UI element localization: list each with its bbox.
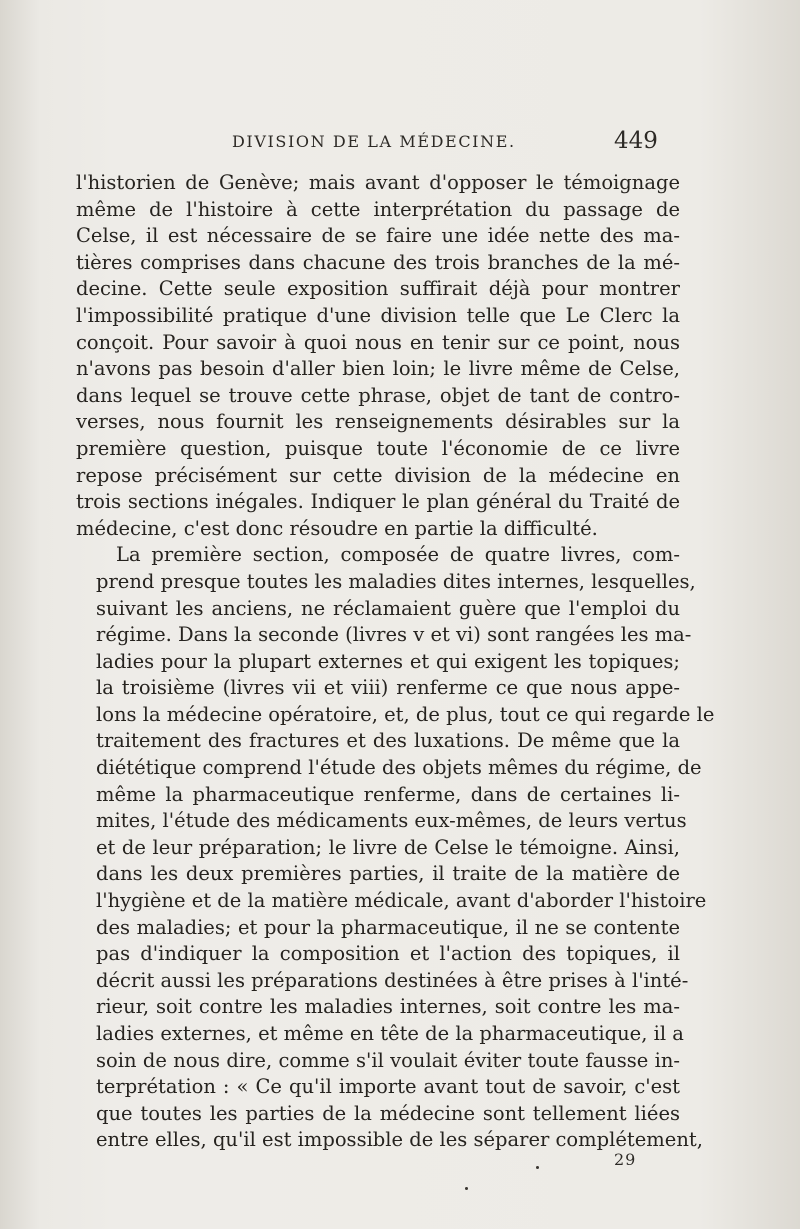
text-line: verses, nous fournit les renseignements désirables sur la	[76, 410, 680, 434]
text-line: l'historien de Genève; mais avant d'opposer le témoignage	[76, 171, 680, 194]
text-line: La première section, composée de quatre livres, com-	[116, 543, 680, 567]
text-line: prend presque toutes les maladies dites internes, lesquelles,	[96, 569, 696, 593]
text-line: même de l'histoire à cette interprétation du passage de	[76, 197, 680, 221]
text-line: n'avons pas besoin d'aller bien loin; le livre même de Celse,	[76, 357, 680, 381]
body-text	[76, 170, 715, 1154]
text-line: terprétation : « Ce qu'il importe avant tout de savoir, c'est	[96, 1075, 680, 1099]
text-line: première question, puisque toute l'économie de ce livre	[76, 436, 680, 460]
paragraph-2	[76, 542, 715, 1154]
signature-mark: 29	[614, 1150, 637, 1169]
text-line: que toutes les parties de la médecine sont tellement liées	[96, 1101, 680, 1125]
text-line: ladies externes, et même en tête de la pharmaceutique, il a	[96, 1022, 684, 1045]
text-line: régime. Dans la seconde (livres v et vi) sont rangées les ma-	[96, 623, 692, 647]
text-line: l'hygiène et de la matière médicale, avant d'aborder l'histoire	[96, 889, 707, 913]
text-line: décrit aussi les préparations destinées à être prises à l'inté-	[96, 968, 689, 992]
text-line: tières comprises dans chacune des trois branches de la mé-	[76, 250, 680, 274]
text-line: conçoit. Pour savoir à quoi nous en tenir sur ce point, nous	[76, 330, 680, 354]
text-line: pas d'indiquer la composition et l'action des topiques, il	[96, 942, 680, 966]
text-line: la troisième (livres vii et viii) renferme ce que nous appe-	[96, 676, 680, 700]
text-line: decine. Cette seule exposition suffirait déjà pour montrer	[76, 277, 680, 301]
text-line: Celse, il est nécessaire de se faire une idée nette des ma-	[76, 224, 680, 248]
ink-speck	[536, 1166, 539, 1169]
text-line: repose précisément sur cette division de la médecine en	[76, 463, 680, 487]
paragraph-1	[76, 170, 680, 542]
text-line: trois sections inégales. Indiquer le plan général du Traité de	[76, 490, 680, 514]
text-line: diététique comprend l'étude des objets mêmes du régime, de	[96, 756, 702, 780]
running-title: DIVISION DE LA MÉDECINE.	[232, 132, 516, 151]
page-number: 449	[614, 128, 658, 154]
text-line: des maladies; et pour la pharmaceutique, il ne se contente	[96, 915, 680, 939]
page-header	[0, 128, 800, 164]
text-line: dans lequel se trouve cette phrase, objet de tant de contro-	[76, 383, 680, 407]
text-line: mites, l'étude des médicaments eux-mêmes, de leurs vertus	[96, 809, 687, 833]
text-line: suivant les anciens, ne réclamaient guère que l'emploi du	[96, 596, 680, 620]
text-line: et de leur préparation; le livre de Celse le témoigne. Ainsi,	[96, 835, 680, 859]
text-line: entre elles, qu'il est impossible de les séparer complétement,	[96, 1128, 703, 1152]
ink-speck	[465, 1187, 468, 1190]
text-line: l'impossibilité pratique d'une division telle que Le Clerc la	[76, 303, 680, 327]
text-line: médecine, c'est donc résoudre en partie la difficulté.	[76, 516, 598, 540]
text-line: même la pharmaceutique renferme, dans de certaines li-	[96, 782, 680, 806]
text-line: ladies pour la plupart externes et qui exigent les topiques;	[96, 649, 680, 673]
text-line: traitement des fractures et des luxations. De même que la	[96, 729, 680, 753]
text-line: soin de nous dire, comme s'il voulait éviter toute fausse in-	[96, 1048, 680, 1072]
text-line: rieur, soit contre les maladies internes, soit contre les ma-	[96, 995, 680, 1019]
text-line: lons la médecine opératoire, et, de plus, tout ce qui regarde le	[96, 702, 715, 726]
text-line: dans les deux premières parties, il traite de la matière de	[96, 862, 680, 886]
